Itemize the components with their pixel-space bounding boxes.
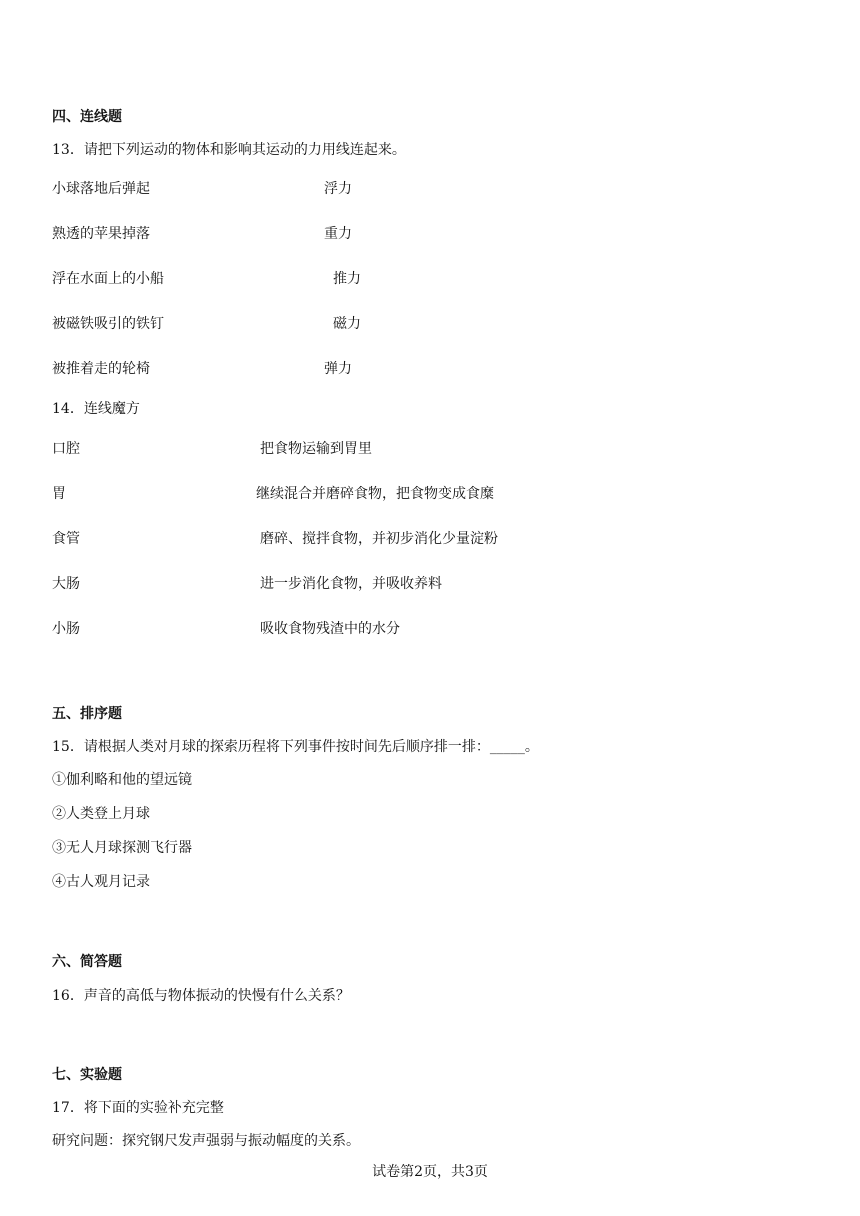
q14-right-item-3: 磨碎、搅拌食物，并初步消化少量淀粉 [260,531,498,547]
question-15-stem: 15．请根据人类对月球的探索历程将下列事件按时间先后顺序排一排：_____。 [52,739,539,755]
q14-right-item-4: 进一步消化食物，并吸收养料 [260,576,442,592]
q13-left-item-4: 被磁铁吸引的铁钉 [52,316,164,332]
q13-left-item-3: 浮在水面上的小船 [52,271,164,287]
q14-right-item-2: 继续混合并磨碎食物，把食物变成食糜 [256,486,494,502]
question-14-stem: 14．连线魔方 [52,401,140,417]
q13-right-item-1: 浮力 [324,181,352,197]
section-title-ordering: 五、排序题 [52,706,122,722]
q14-right-item-1: 把食物运输到胃里 [260,441,372,457]
q14-left-item-1: 口腔 [52,441,80,457]
q13-left-item-2: 熟透的苹果掉落 [52,226,150,242]
q14-left-item-3: 食管 [52,531,80,547]
q14-right-item-5: 吸收食物残渣中的水分 [260,621,400,637]
q17-research-question: 研究问题：探究钢尺发声强弱与振动幅度的关系。 [52,1133,360,1149]
q15-option-3: ③无人月球探测飞行器 [52,840,192,856]
section-title-experiment: 七、实验题 [52,1067,122,1083]
page-footer: 试卷第2页，共3页 [372,1164,488,1180]
q15-option-1: ①伽利略和他的望远镜 [52,772,192,788]
section-title-short-answer: 六、简答题 [52,954,122,970]
q13-right-item-5: 弹力 [324,361,352,377]
question-13-stem: 13．请把下列运动的物体和影响其运动的力用线连起来。 [52,142,406,158]
q13-right-item-4: 磁力 [333,316,361,332]
q15-option-2: ②人类登上月球 [52,806,150,822]
q13-left-item-1: 小球落地后弹起 [52,181,150,197]
q14-left-item-4: 大肠 [52,576,80,592]
q14-left-item-2: 胃 [52,486,66,502]
q15-option-4: ④古人观月记录 [52,874,150,890]
q13-right-item-3: 推力 [333,271,361,287]
q14-left-item-5: 小肠 [52,621,80,637]
q13-right-item-2: 重力 [324,226,352,242]
question-17-stem: 17．将下面的实验补充完整 [52,1100,224,1116]
question-16-stem: 16．声音的高低与物体振动的快慢有什么关系？ [52,988,350,1004]
section-title-matching: 四、连线题 [52,109,122,125]
q13-left-item-5: 被推着走的轮椅 [52,361,150,377]
